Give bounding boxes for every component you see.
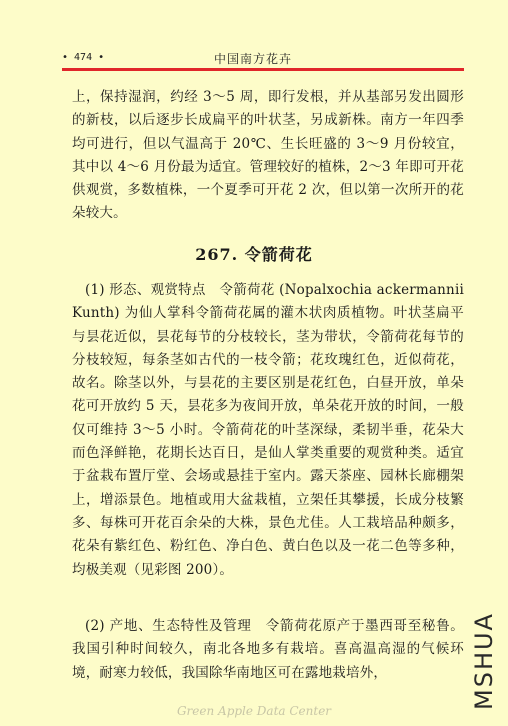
paragraph-continuation: 上，保持湿润，约经 3～5 周，即行发根，并从基部另发出圆形的新枝，以后逐步长成扁平的叶状茎，另成新株。南方一年四季均可进行，但以气温高于 20℃、生长旺盛的 3～9 月份较宜，其中以 4～6 月份最为适宜。管理较好的植株，2～3 年即可开花供观赏，多数植株，一个夏季可开花 2 次，但以第一次所开的花朵较大。 <box>72 89 464 222</box>
paragraph-origin: (2) 产地、生态特性及管理 令箭荷花原产于墨西哥至秘鲁。我国引种时间较久，南北各地多有栽培。喜高温高湿的气候环境，耐寒力较低，我国除华南地区可在露地栽培外， <box>72 618 464 681</box>
page-header <box>62 50 464 66</box>
header-rule <box>62 68 464 71</box>
running-title: 中国南方花卉 <box>214 52 293 66</box>
paragraph-morphology: (1) 形态、观赏特点 令箭荷花 (Nopalxochia ackermannii Kunth) 为仙人掌科令箭荷花属的灌木状肉质植物。叶状茎扁平与昙花近似，昙花每节的分枝较长，茎为带状，令箭荷花每节的分枝较短，每条茎如古代的一枝令箭；花玫瑰红色，近似荷花，故名。除茎以外，与昙花的主要区别是花红色，白昼开放，单朵花可开放约 5 天，昙花多为夜间开放，单朵花开放的时间，一般仅可维持 3～5 小时。令箭荷花的叶茎深绿，柔韧半垂，花朵大而色泽鲜艳，花期长达百日，是仙人掌类重要的观赏种类。适宜于盆栽布置厅堂、会场或悬挂于室内。露天茶座、园林长廊棚架上，增添景色。地植或用大盆栽植，立架任其攀援，长成分枝繁多、每株可开花百余朵的大株，景色尤佳。人工栽培品种颇多，花朵有紫红色、粉红色、净白色、黄白色以及一花二色等多种，均极美观（见彩图 200）。 <box>72 282 464 578</box>
page-number: • 474 • <box>62 52 105 63</box>
side-watermark: MSHUA <box>470 612 498 710</box>
section-heading: 267. 令箭荷花 <box>195 245 313 264</box>
bottom-watermark: Green Apple Data Center <box>176 704 332 718</box>
